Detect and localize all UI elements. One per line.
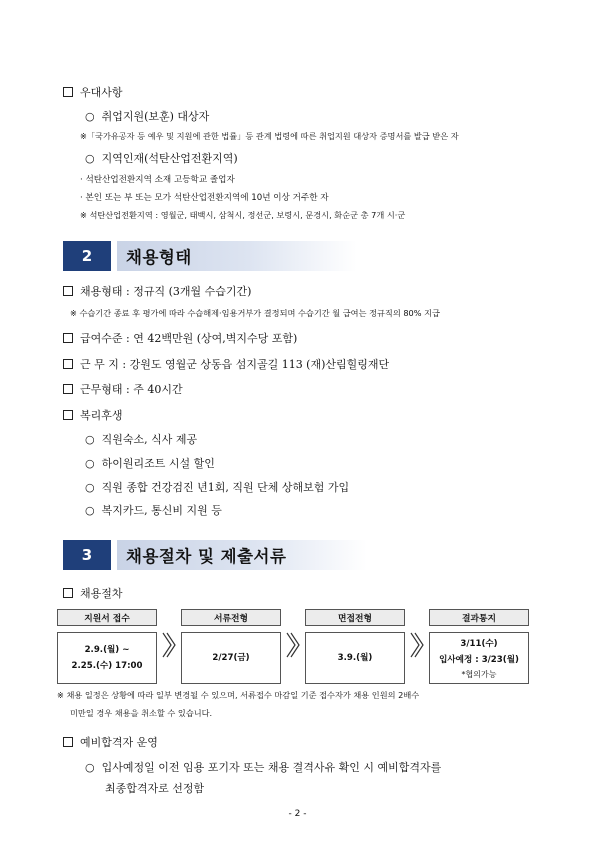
checkbox-icon bbox=[63, 87, 73, 97]
step-head-result: 결과통지 bbox=[429, 609, 529, 626]
chevron-right-icon bbox=[285, 632, 301, 658]
circle-bullet-icon: ○ bbox=[85, 433, 102, 446]
process-heading: 채용절차 bbox=[63, 585, 123, 601]
welfare-heading: 복리후생 bbox=[63, 407, 123, 423]
circle-bullet-icon: ○ bbox=[85, 152, 102, 165]
step-body-interview: 3.9.(월) bbox=[305, 632, 405, 684]
section-3-number: 3 bbox=[63, 540, 111, 570]
schedule-note-line-1: ※ 채용 일정은 상황에 따라 일부 변경될 수 있으며, 서류접수 마감일 기준 접수자가 채용 인원의 2배수 bbox=[57, 690, 420, 700]
preference-regional-criterion-1: · 석탄산업전환지역 소재 고등학교 졸업자 bbox=[80, 175, 235, 185]
checkbox-icon bbox=[63, 286, 73, 296]
welfare-item: ○ 복지카드, 통신비 지원 등 bbox=[85, 504, 222, 517]
schedule-note-line-2: 미만일 경우 채용을 취소할 수 있습니다. bbox=[70, 708, 213, 718]
step-body-application: 2.9.(월) ~ 2.25.(수) 17:00 bbox=[57, 632, 157, 684]
circle-bullet-icon: ○ bbox=[85, 504, 102, 517]
preference-note-veterans: ※「국가유공자 등 예우 및 지원에 관한 법률」등 관계 법령에 따른 취업지원 대상자 증명서를 발급 받은 자 bbox=[80, 131, 459, 141]
preference-item-veterans: ○ 취업지원(보훈) 대상자 bbox=[85, 110, 210, 123]
step-body-document-review: 2/27(금) bbox=[181, 632, 281, 684]
checkbox-icon bbox=[63, 588, 73, 598]
circle-bullet-icon: ○ bbox=[85, 110, 102, 123]
section-3-title: 채용절차 및 제출서류 bbox=[117, 540, 367, 570]
circle-bullet-icon: ○ bbox=[85, 481, 102, 494]
checkbox-icon bbox=[63, 359, 73, 369]
circle-bullet-icon: ○ bbox=[85, 761, 102, 774]
welfare-item: ○ 직원 종합 건강검진 년1회, 직원 단체 상해보험 가입 bbox=[85, 481, 350, 494]
section-2-number: 2 bbox=[63, 241, 111, 271]
workplace-line: 근 무 지 : 강원도 영월군 상동읍 섬지골길 113 (재)산림힐링재단 bbox=[63, 356, 389, 372]
welfare-item: ○ 직원숙소, 식사 제공 bbox=[85, 433, 198, 446]
page-number: - 2 - bbox=[288, 809, 307, 819]
work-hours-line: 근무형태 : 주 40시간 bbox=[63, 381, 183, 397]
chevron-right-icon bbox=[161, 632, 177, 658]
chevron-right-icon bbox=[409, 632, 425, 658]
step-head-document-review: 서류전형 bbox=[181, 609, 281, 626]
employment-type: 채용형태 : 정규직 (3개월 수습기간) bbox=[63, 283, 251, 299]
checkbox-icon bbox=[63, 410, 73, 420]
section-2-title: 채용형태 bbox=[117, 241, 357, 271]
preference-regional-criterion-2: · 본인 또는 부 또는 모가 석탄산업전환지역에 10년 이상 거주한 자 bbox=[80, 193, 329, 203]
probation-note: ※ 수습기간 종료 후 평가에 따라 수습해제·임용거부가 결정되며 수습기간 월 급여는 정규직의 80% 지급 bbox=[70, 308, 440, 318]
step-head-interview: 면접전형 bbox=[305, 609, 405, 626]
checkbox-icon bbox=[63, 737, 73, 747]
preference-item-regional: ○ 지역인재(석탄산업전환지역) bbox=[85, 152, 238, 165]
reserve-description-cont: 최종합격자로 선정함 bbox=[105, 782, 205, 795]
preferences-heading: 우대사항 bbox=[63, 84, 123, 100]
welfare-item: ○ 하이원리조트 시설 할인 bbox=[85, 457, 215, 470]
step-body-result: 3/11(수) 입사예정 : 3/23(월) *협의가능 bbox=[429, 632, 529, 684]
step-head-application: 지원서 접수 bbox=[57, 609, 157, 626]
reserve-heading: 예비합격자 운영 bbox=[63, 734, 158, 750]
checkbox-icon bbox=[63, 384, 73, 394]
checkbox-icon bbox=[63, 333, 73, 343]
preference-note-regions: ※ 석탄산업전환지역 : 영월군, 태백시, 삼척시, 정선군, 보령시, 문경시, 화순군 총 7개 시·군 bbox=[80, 210, 406, 220]
reserve-description: ○ 입사예정일 이전 임용 포기자 또는 채용 결격사유 확인 시 예비합격자를 bbox=[85, 761, 442, 774]
circle-bullet-icon: ○ bbox=[85, 457, 102, 470]
salary-line: 급여수준 : 연 42백만원 (상여,벽지수당 포함) bbox=[63, 330, 297, 346]
